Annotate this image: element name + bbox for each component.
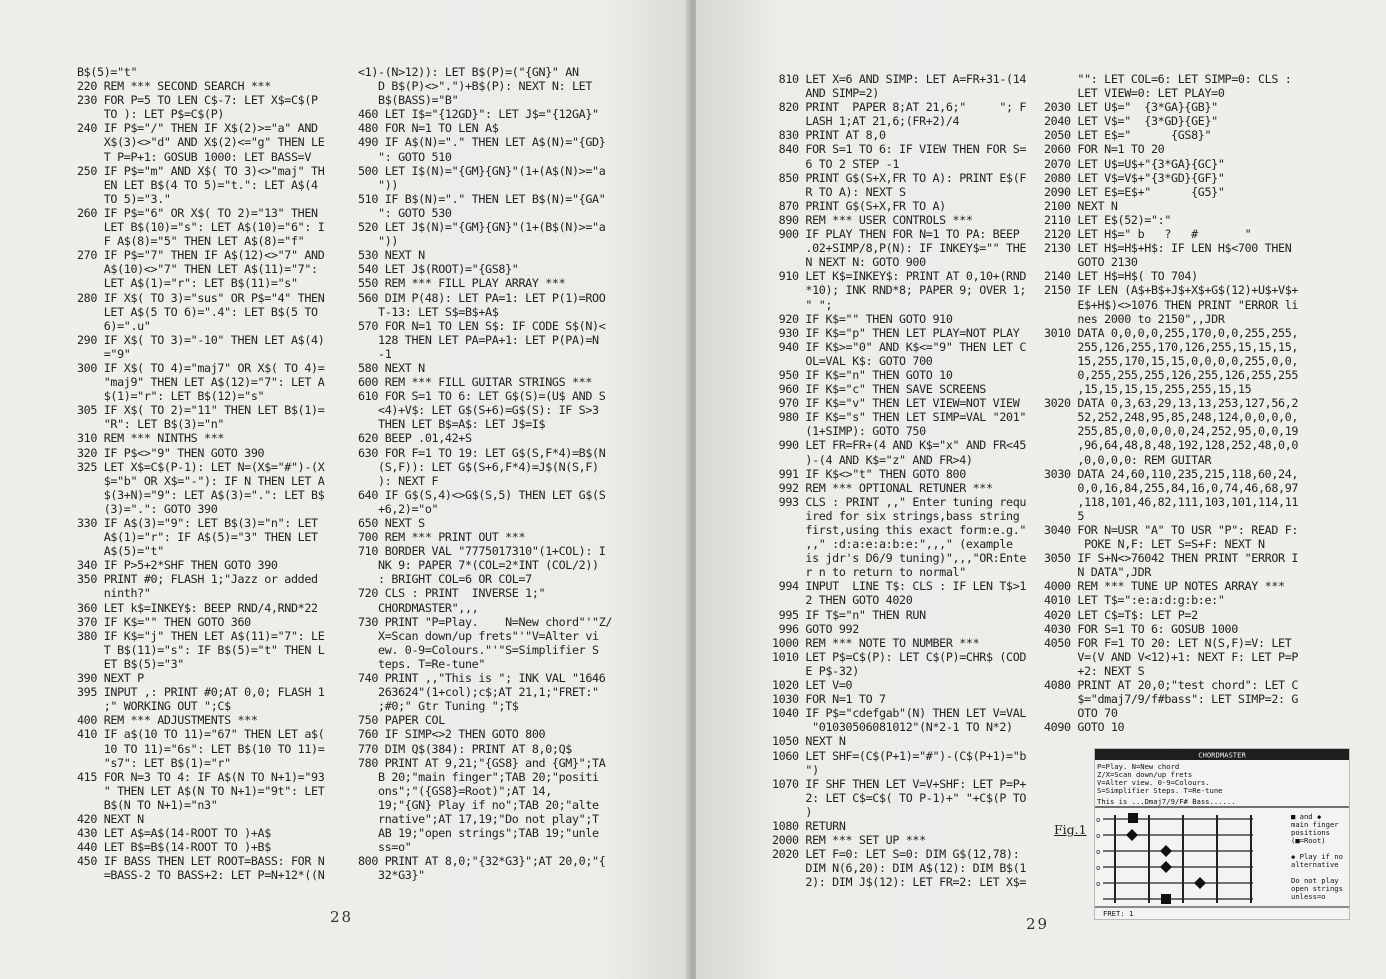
left-column-1-listing: B$(5)="t" 220 REM *** SECOND SEARCH *** 230 FOR P=5 TO LEN C$-7: LET X$=C$(P TO ): LET P$=C$(P) 240 IF P$="/" THEN IF X$(2)>="a" AND X$(3)<>"d" AND X$(2)<="g" THEN LE T P=P+1: GOSUB 1000: LET BASS=V 250 IF P$="m" AND X$( TO 3)<>"maj" TH EN LET B$(4 TO 5)="t.": LET A$(4 TO 5)="3." 260 IF P$="6" OR X$( TO 2)="13" THEN LET B$(10)="s": LET A$(10)="6": I F A$(8)="5" THEN LET A$(8)="f" 270 IF P$="7" THEN IF A$(12)<>"7" AND A$(10)<>"7" THEN LET A$(11)="7": LET A$(1)="r": LET B$(11)="s" 280 IF X$( TO 3)="sus" OR P$="4" THEN LET A$(5 TO 6)=".4": LET B$(5 TO 6)=".u" 290 IF X$( TO 3)="-10" THEN LET A$(4) ="9" 300 IF X$( TO 4)="maj7" OR X$( TO 4)= "maj9" THEN LET A$(12)="7": LET A $(1)="r": LET B$(12)="s" 305 IF X$( TO 2)="11" THEN LET B$(1)= "R": LET B$(3)="n" 310 REM *** NINTHS *** 320 IF P$<>"9" THEN GOTO 390 325 LET X$=C$(P-1): LET N=(X$="#")-(X $="b" OR X$="-"): IF N THEN LET A $(3+N)="9": LET A$(3)=".": LET B$ (3)=".": GOTO 390 330 IF A$(3)="9": LET B$(3)="n": LET A$(1)="r": IF A$(5)="3" THEN LET A$(5)="t" 340 IF P>5+2*SHF THEN GOTO 390 350 PRINT #0; FLASH 1;"Jazz or added ninth?" 360 LET k$=INKEY$: BEEP RND/4,RND*22 370 IF K$="" THEN GOTO 360 380 IF K$="j" THEN LET A$(11)="7": LE T B$(11)="s": IF B$(5)="t" THEN L ET B$(5)="3" 390 NEXT P 395 INPUT ,: PRINT #0;AT 0,0; FLASH 1 ;" WORKING OUT ";C$ 400 REM *** ADJUSTMENTS *** 410 IF a$(10 TO 11)="67" THEN LET a$( 10 TO 11)="6s": LET B$(10 TO 11)= "s7": LET B$(1)="r" 415 FOR N=3 TO 4: IF A$(N TO N+1)="93 " THEN LET A$(N TO N+1)="9t": LET B$(N TO N+1)="n3" 420 NEXT N 430 LET A$=A$(14-ROOT TO )+A$ 440 LET B$=B$(14-ROOT TO )+B$ 450 IF BASS THEN LET ROOT=BASS: FOR N =BASS-2 TO BASS+2: LET P=N+12*((N [77, 65, 325, 883]
open-string-marker: o [1096, 847, 1101, 856]
figure-legend [1291, 812, 1343, 901]
figure-menu-line-3: V=Alter view. 0-9=Colours. [1097, 778, 1210, 787]
open-string-marker: o [1096, 879, 1101, 888]
figure-menu-line-1: P=Play. N=New chord [1097, 762, 1180, 771]
right-page [696, 0, 1386, 979]
finger-diamond [1126, 829, 1138, 841]
page-number-left: 28 [330, 908, 354, 926]
open-string-marker: o [1096, 831, 1101, 840]
bass-finger-square [1161, 894, 1171, 904]
legend-line-2: main finger [1291, 820, 1339, 829]
figure-title: CHORDMASTER [1198, 750, 1246, 760]
left-column-2-listing: <1)-(N>12)): LET B$(P)=("{GN}" AN D B$(P)<>".")+B$(P): NEXT N: LET B$(BASS)="B" 460 LET I$="{12GD}": LET J$="{12GA}" 480 FOR N=1 TO LEN A$ 490 IF A$(N)="." THEN LET A$(N)="{GD} ": GOTO 510 500 LET I$(N)="{GM}{GN}"(1+(A$(N)>="a ")) 510 IF B$(N)="." THEN LET B$(N)="{GA" ": GOTO 530 520 LET J$(N)="{GM}{GN}"(1+(B$(N)>="a ")) 530 NEXT N 540 LET J$(ROOT)="{GS8}" 550 REM *** FILL PLAY ARRAY *** 560 DIM P(48): LET PA=1: LET P(1)=ROO T-13: LET S$=B$+A$ 570 FOR N=1 TO LEN S$: IF CODE S$(N)< 128 THEN LET PA=PA+1: LET P(PA)=N -1 580 NEXT N 600 REM *** FILL GUITAR STRINGS *** 610 FOR S=1 TO 6: LET G$(S)=(U$ AND S <4)+V$: LET G$(S+6)=G$(S): IF S>3 THEN LET B$=A$: LET J$=I$ 620 BEEP .01,42+S 630 FOR F=1 TO 19: LET G$(S,F*4)=B$(N (S,F)): LET G$(S+6,F*4)=J$(N(S,F) ): NEXT F 640 IF G$(S,4)<>G$(S,5) THEN LET G$(S +6,2)="o" 650 NEXT S 700 REM *** PRINT OUT *** 710 BORDER VAL "7775017310"(1+COL): I NK 9: PAPER 7*(COL=2*INT (COL/2)) : BRIGHT COL=6 OR COL=7 720 CLS : PRINT INVERSE 1;" CHORDMASTER",,, 730 PRINT "P=Play. N=New chord"'"Z/ X=Scan down/up frets"'"V=Alter vi ew. 0-9=Colours."'"S=Simplifier S teps. T=Re-tune" 740 PRINT ,,"This is "; INK VAL "1646 263624"(1+col);c$;AT 21,1;"FRET:" ;#0;" Gtr Tuning ";T$ 750 PAPER COL 760 IF SIMP<>2 THEN GOTO 800 770 DIM Q$(384): PRINT AT 8,0;Q$ 780 PRINT AT 9,21;"{GS8} and {GM}";TA B 20;"main finger";TAB 20;"positi ons";"({GS8}=Root)";AT 14, 19;"{GN} Play if no";TAB 20;"alte rnative";AT 17,19;"Do not play";T AB 19;"open strings";TAB 19;"unle ss=o" 800 PRINT AT 8,0;"{32*G3}";AT 20,0;"{ 32*G3}" [358, 65, 613, 883]
figure-drawing [1095, 749, 1349, 919]
legend-line-7: Do not play [1291, 876, 1339, 885]
legend-line-3: positions [1291, 828, 1330, 837]
right-column-2-listing: "": LET COL=6: LET SIMP=0: CLS : LET VIEW=0: LET PLAY=0 2030 LET U$=" {3*GA}{GB}" 2040 LET V$=" {3*GD}{GE}" 2050 LET E$=" {GS8}" 2060 FOR N=1 TO 20 2070 LET U$=U$+"{3*GA}{GC}" 2080 LET V$=V$+"{3*GD}{GF}" 2090 LET E$=E$+" {G5}" 2100 NEXT N 2110 LET E$(52)=":" 2120 LET H$=" b ? # " 2130 LET H$=H$+H$: IF LEN H$<700 THEN GOTO 2130 2140 LET H$=H$( TO 704) 2150 IF LEN (A$+B$+J$+X$+G$(12)+U$+V$+ E$+H$)<>1076 THEN PRINT "ERROR li nes 2000 to 2150",,JDR 3010 DATA 0,0,0,0,255,170,0,0,255,255, 255,126,255,170,126,255,15,15,15, 15,255,170,15,15,0,0,0,0,255,0,0, 0,255,255,255,126,255,126,255,255 ,15,15,15,15,255,255,15,15 3020 DATA 0,3,63,29,13,13,253,127,56,2 52,252,248,95,85,248,124,0,0,0,0, 255,85,0,0,0,0,0,24,252,95,0,0,19 ,96,64,48,8,48,192,128,252,48,0,0 ,0,0,0,0: REM GUITAR 3030 DATA 24,60,110,235,215,118,60,24, 0,0,16,84,255,84,16,0,74,46,68,97 ,118,101,46,82,111,103,101,114,11 5 3040 FOR N=USR "A" TO USR "P": READ F: POKE N,F: LET S=S+F: NEXT N 3050 IF S+N<>76042 THEN PRINT "ERROR I N DATA",JDR 4000 REM *** TUNE UP NOTES ARRAY *** 4010 LET T$=":e:a:d:g:b:e:" 4020 LET C$=T$: LET P=2 4030 FOR S=1 TO 6: GOSUB 1000 4050 FOR F=1 TO 20: LET N(S,F)=V: LET V=(V AND V<12)+1: NEXT F: LET P=P +2: NEXT S 4080 PRINT AT 20,0;"test chord": LET C $="dmaj7/9/f#bass": LET SIMP=2: G OTO 70 4090 GOTO 10 [1044, 72, 1299, 735]
legend-line-9: unless=o [1291, 892, 1326, 901]
legend-line-8: open strings [1291, 884, 1343, 893]
finger-diamond [1160, 861, 1172, 873]
legend-line-6: alternative [1291, 860, 1339, 869]
finger-diamond [1160, 845, 1172, 857]
open-string-marker: o [1096, 815, 1101, 824]
fret-indicator: FRET: 1 [1103, 909, 1134, 918]
root-finger-square [1128, 813, 1138, 823]
right-column-1-listing: 810 LET X=6 AND SIMP: LET A=FR+31-(14 AND SIMP=2) 820 PRINT PAPER 8;AT 21,6;" "; F LASH 1;AT 21,6;(FR+2)/4 830 PRINT AT 8,0 840 FOR S=1 TO 6: IF VIEW THEN FOR S= 6 TO 2 STEP -1 850 PRINT G$(S+X,FR TO A): PRINT E$(F R TO A): NEXT S 870 PRINT G$(S+X,FR TO A) 890 REM *** USER CONTROLS *** 900 IF PLAY THEN FOR N=1 TO PA: BEEP .02+SIMP/8,P(N): IF INKEY$="" THE N NEXT N: GOTO 900 910 LET K$=INKEY$: PRINT AT 0,10+(RND *10); INK RND*8; PAPER 9; OVER 1; " "; 920 IF K$="" THEN GOTO 910 930 IF K$="p" THEN LET PLAY=NOT PLAY 940 IF K$>="0" AND K$<="9" THEN LET C OL=VAL K$: GOTO 700 950 IF K$="n" THEN GOTO 10 960 IF K$="c" THEN SAVE SCREENS 970 IF K$="v" THEN LET VIEW=NOT VIEW 980 IF K$="s" THEN LET SIMP=VAL "201" (1+SIMP): GOTO 750 990 LET FR=FR+(4 AND K$="x" AND FR<45 )-(4 AND K$="z" AND FR>4) 991 IF K$<>"t" THEN GOTO 800 992 REM *** OPTIONAL RETUNER *** 993 CLS : PRINT ,," Enter tuning requ ired for six strings,bass string first,using this exact form:e.g." ,," :d:a:e:a:b:e:",,," (example is jdr's D6/9 tuning)",,,"OR:Ente r n to return to normal" 994 INPUT LINE T$: CLS : IF LEN T$>1 2 THEN GOTO 4020 995 IF T$="n" THEN RUN 996 GOTO 992 1000 REM *** NOTE TO NUMBER *** 1010 LET P$=C$(P): LET C$(P)=CHR$ (COD E P$-32) 1020 LET V=0 1030 FOR N=1 TO 7 1040 IF P$="cdefgab"(N) THEN LET V=VAL "01030506081012"(N*2-1 TO N*2) 1050 NEXT N 1060 LET SHF=(C$(P+1)="#")-(C$(P+1)="b ") 1070 IF SHF THEN LET V=V+SHF: LET P=P+ 2: LET C$=C$( TO P-1)+" "+C$(P TO ) 1080 RETURN 2000 REM *** SET UP *** 2020 LET F=0: LET S=0: DIM G$(12,78): DIM N(6,20): DIM A$(12): DIM B$(1 2): DIM J$(12): LET FR=2: LET X$= [772, 72, 1027, 890]
chordmaster-screenshot-figure [1094, 748, 1350, 920]
figure-menu-line-2: Z/X=Scan down/up frets [1097, 770, 1193, 779]
legend-line-5: ◆ Play if no [1291, 852, 1343, 861]
figure-this-is-line: This is ...Dmaj7/9/F# Bass...... [1097, 797, 1236, 806]
left-page [0, 0, 690, 979]
legend-line-4: (■=Root) [1291, 836, 1326, 845]
legend-line-1: ■ and ◆ [1291, 812, 1322, 821]
open-string-marker: o [1096, 863, 1101, 872]
figure-menu-line-4: S=Simplifier Steps. T=Re-tune [1097, 786, 1223, 795]
fretboard-diagram [1096, 813, 1253, 904]
figure-label: Fig.1 [1054, 822, 1087, 837]
page-number-right: 29 [1026, 915, 1050, 933]
finger-diamond [1194, 877, 1206, 889]
